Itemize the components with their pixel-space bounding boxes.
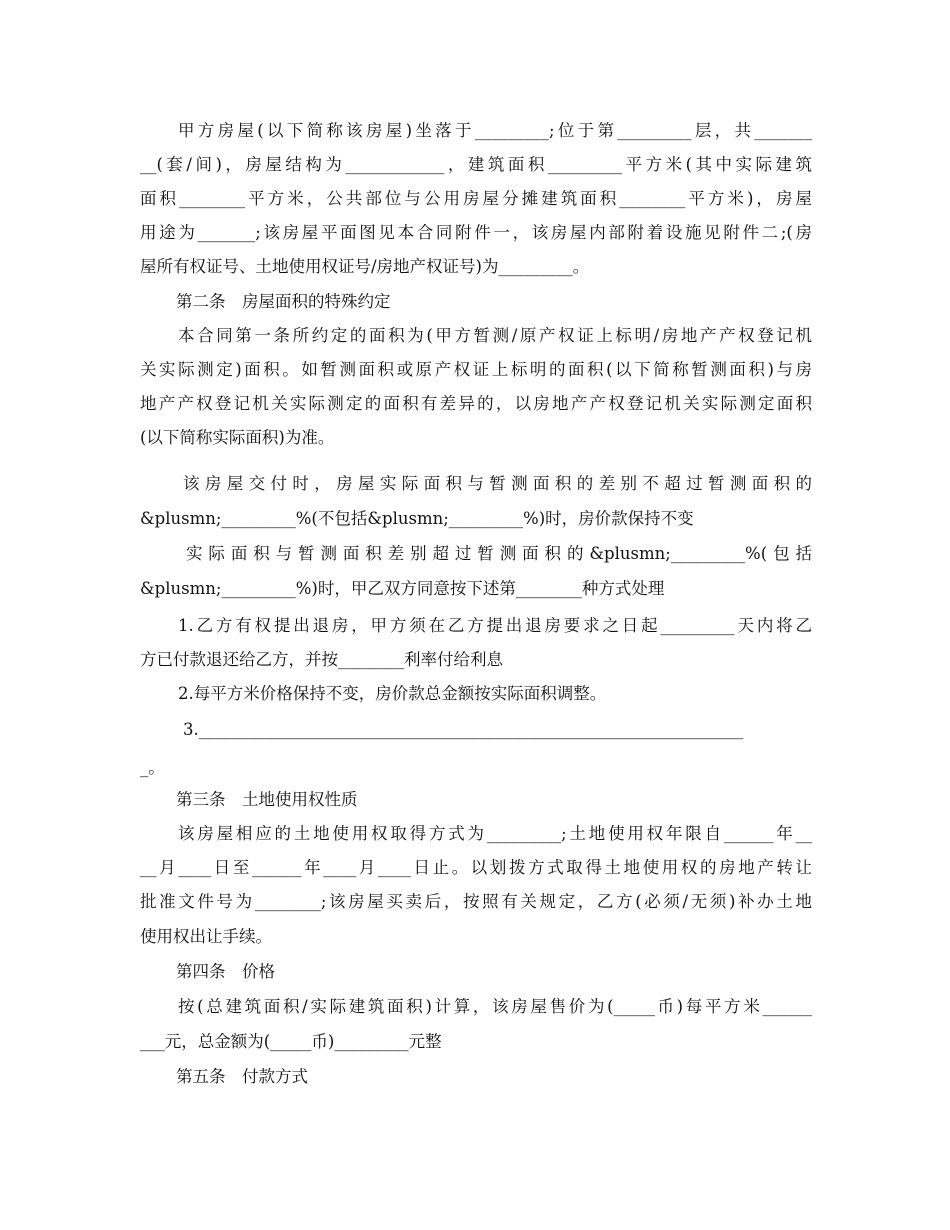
option-3-line-1: 3.__________________________________________________________________ <box>183 720 744 739</box>
article3-line-3: 批准文件号为________;该房屋买卖后，按照有关规定，乙方(必须/无须)补办土地 <box>140 892 812 911</box>
option-2-line: 2.每平方米价格保持不变，房价款总金额按实际面积调整。 <box>178 684 607 703</box>
article2-heading: 第二条 房屋面积的特殊约定 <box>176 292 391 311</box>
option-1-line-2: 方已付款退还给乙方，并按________利率付给利息 <box>140 650 503 669</box>
article2-line-3: 地产产权登记机关实际测定的面积有差异的，以房地产产权登记机关实际测定面积 <box>140 394 812 413</box>
article2-line-1: 本合同第一条所约定的面积为(甲方暂测/原产权证上标明/房地产产权登记机 <box>178 326 812 345</box>
article1-line-3: 面积________平方米，公共部位与公用房屋分摊建筑面积________平方米)，房屋 <box>140 189 812 208</box>
article4-heading: 第四条 价格 <box>176 962 275 981</box>
article2-exceed-line-1: 实际面积与暂测面积差别超过暂测面积的&plusmn;_________%(包括 <box>186 544 812 563</box>
article3-line-2: __月____日至______年____月____日止。以划拨方式取得土地使用权的房地产转让 <box>140 858 812 877</box>
article4-line-2: ___元，总金额为(_____币)_________元整 <box>140 1032 442 1051</box>
article2-line-4: (以下简称实际面积)为准。 <box>140 428 335 447</box>
article1-line-1: 甲方房屋(以下简称该房屋)坐落于_________;位于第_________层，共_______ <box>178 121 812 140</box>
article1-line-4: 用途为_______;该房屋平面图见本合同附件一，该房屋内部附着设施见附件二;(房 <box>140 223 812 242</box>
article1-line-5: 屋所有权证号、土地使用权证号/房地产权证号)为_________。 <box>140 257 590 276</box>
article2-line-2: 关实际测定)面积。如暂测面积或原产权证上标明的面积(以下简称暂测面积)与房 <box>140 360 812 379</box>
article5-heading: 第五条 付款方式 <box>176 1067 308 1086</box>
article3-line-4: 使用权出让手续。 <box>140 927 272 946</box>
option-3-line-2: _。 <box>140 758 165 777</box>
article2-delivery-line-2: &plusmn;_________%(不包括&plusmn;_________%)时，房价款保持不变 <box>140 509 694 528</box>
article3-heading: 第三条 土地使用权性质 <box>176 790 358 809</box>
article2-delivery-line-1: 该房屋交付时，房屋实际面积与暂测面积的差别不超过暂测面积的 <box>183 474 812 493</box>
option-1-line-1: 1.乙方有权提出退房，甲方须在乙方提出退房要求之日起_________天内将乙 <box>178 616 812 635</box>
article4-line-1: 按(总建筑面积/实际建筑面积)计算，该房屋售价为(_____币)每平方米______ <box>178 997 812 1016</box>
article2-exceed-line-2: &plusmn;_________%)时，甲乙双方同意按下述第________种方式处理 <box>140 579 665 598</box>
article1-line-2: __(套/间)，房屋结构为____________，建筑面积_________平方米(其中实际建筑 <box>140 155 812 174</box>
article3-line-1: 该房屋相应的土地使用权取得方式为_________;土地使用权年限自______年__ <box>178 824 812 843</box>
